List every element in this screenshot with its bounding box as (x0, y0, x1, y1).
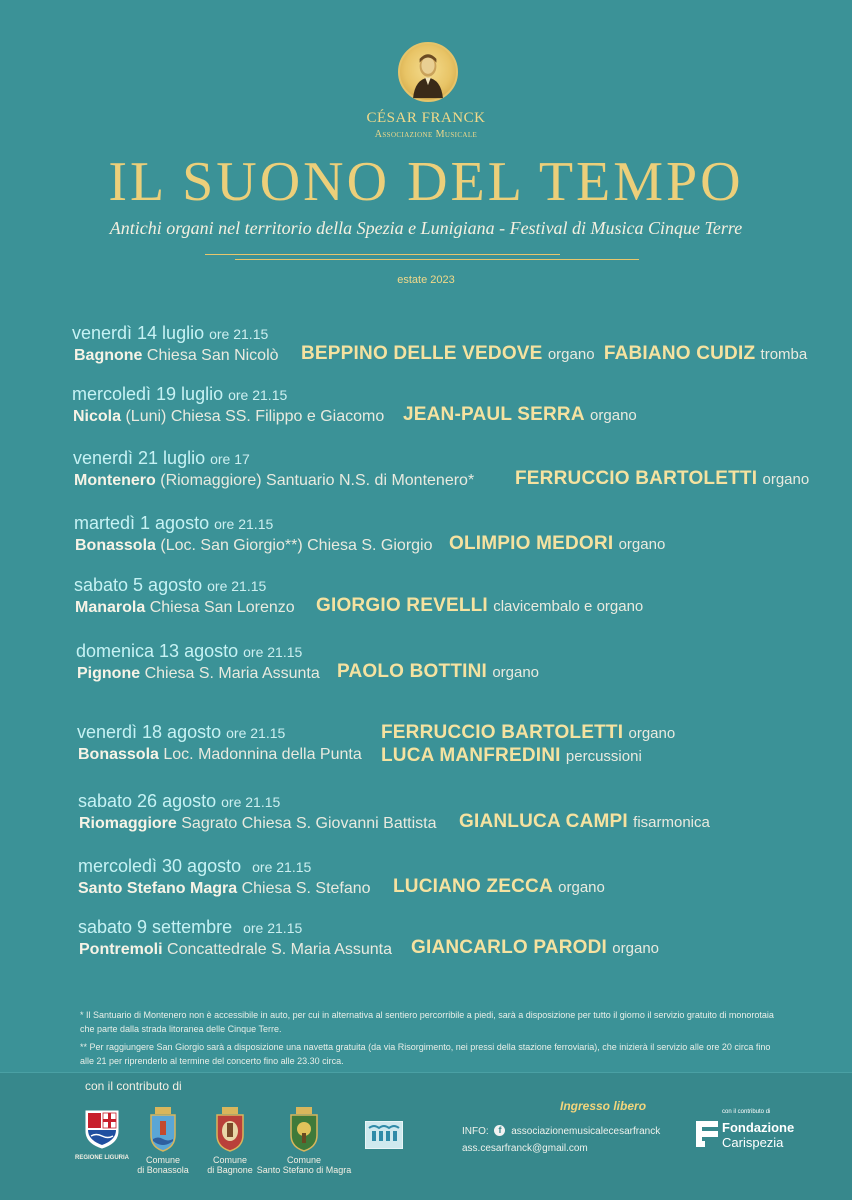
event-town: Montenero (74, 472, 156, 489)
free-entry-label: Ingresso libero (560, 1099, 647, 1113)
contribution-label: con il contributo di (85, 1079, 182, 1093)
event-date-line (77, 722, 285, 743)
brand-subtitle: Associazione Musicale (374, 129, 478, 140)
event-town: Bonassola (78, 746, 159, 763)
event-town: Santo Stefano Magra (78, 880, 238, 897)
bagnone-label-1: Comune (212, 1155, 248, 1165)
brand-name: CÉSAR FRANCK (366, 110, 486, 126)
bagnone-crest-icon (213, 1105, 247, 1153)
event-date-line (78, 856, 311, 877)
association-logo (365, 1121, 403, 1149)
event-place-line (77, 665, 320, 683)
regione-liguria-logo (72, 1109, 132, 1163)
event-artists-line (515, 468, 809, 490)
artist-name: FABIANO CUDIZ (603, 343, 756, 364)
event-time: ore 21.15 (226, 725, 286, 741)
footnotes (80, 1008, 785, 1072)
sponsor-name-1: Fondazione (722, 1120, 795, 1135)
comune-bonassola-logo (133, 1105, 193, 1175)
event-place-line (73, 408, 384, 426)
event-venue: (Loc. San Giorgio**) Chiesa S. Giorgio (160, 537, 433, 554)
artist-name: FERRUCCIO BARTOLETTI (381, 722, 624, 743)
event-town: Pontremoli (79, 941, 163, 958)
event-artists-line (316, 595, 643, 617)
artist-name: GIORGIO REVELLI (316, 595, 488, 616)
artist-instrument: organo (612, 940, 660, 957)
event-artists-line (403, 404, 637, 426)
event-time: ore 21.15 (243, 920, 303, 936)
artist-instrument: fisarmonica (633, 814, 710, 831)
event-town: Pignone (77, 665, 141, 682)
footnote-montenero: * Il Santuario di Montenero non è accessibile in auto, per cui in alternativa al sentiero percorribile a piedi, sarà a disposizione per tutto il giorno il servizio gratuito di monorotaia che parte dalla strada litoranea delle Cinque Terre. (80, 1010, 774, 1034)
divider-line (205, 254, 560, 255)
artist-instrument: percussioni (565, 748, 642, 765)
event-date: sabato 9 settembre (78, 917, 233, 937)
artist-instrument: organo (762, 471, 810, 488)
artist-name: OLIMPIO MEDORI (449, 533, 614, 554)
info-label: INFO: (462, 1126, 489, 1137)
event-place-line (75, 599, 295, 617)
event-artists-line (411, 937, 659, 959)
event-venue: Chiesa San Nicolò (146, 347, 279, 364)
liguria-label: REGIONE LIGURIA (74, 1155, 129, 1161)
artist-name: BEPPINO DELLE VEDOVE (301, 343, 543, 364)
santo-stefano-crest-icon (287, 1105, 321, 1153)
event-venue: (Riomaggiore) Santuario N.S. di Montenero* (160, 472, 475, 489)
sponsor-tag: con il contributo di (722, 1109, 771, 1115)
artist-name: LUCA MANFREDINI (381, 745, 561, 766)
comune-santo-stefano-logo (252, 1105, 356, 1175)
sponsor-name-2: Carispezia (722, 1135, 784, 1150)
event-time: ore 21.15 (209, 326, 269, 342)
event-town: Nicola (73, 408, 122, 425)
contact-info (462, 1123, 660, 1157)
event-artists-line (381, 745, 642, 767)
event-place-line (78, 880, 371, 898)
event-venue: Chiesa S. Maria Assunta (144, 665, 320, 682)
association-mark-icon (366, 1122, 402, 1148)
bonassola-crest-icon (147, 1105, 179, 1153)
divider-line (235, 259, 639, 260)
event-date: venerdì 18 agosto (77, 722, 222, 742)
event-venue: Loc. Madonnina della Punta (163, 746, 362, 763)
festival-title: IL SUONO DEL TEMPO (108, 151, 744, 213)
event-date-line (74, 513, 273, 534)
bonassola-label-1: Comune (145, 1155, 181, 1165)
event-time: ore 21.15 (221, 794, 281, 810)
event-time: ore 21.15 (228, 387, 288, 403)
event-date: domenica 13 agosto (76, 641, 239, 661)
event-place-line (78, 746, 362, 764)
event-place-line (75, 537, 433, 555)
artist-name: JEAN-PAUL SERRA (403, 404, 585, 425)
event-time: ore 21.15 (207, 578, 267, 594)
event-place-line (79, 815, 437, 833)
contact-email[interactable]: ass.cesarfranck@gmail.com (462, 1143, 588, 1154)
event-artists-line (381, 722, 675, 744)
event-town: Riomaggiore (79, 815, 177, 832)
event-date-line (74, 575, 266, 596)
facebook-handle[interactable]: associazionemusicalecesarfranck (511, 1126, 661, 1137)
artist-name: GIANLUCA CAMPI (459, 811, 628, 832)
artist-instrument: organo (628, 725, 676, 742)
artist-name: GIANCARLO PARODI (411, 937, 608, 958)
event-date-line (73, 448, 250, 469)
event-artists-line (393, 876, 605, 898)
artist-name: FERRUCCIO BARTOLETTI (515, 468, 758, 489)
event-time: ore 21.15 (214, 516, 274, 532)
event-venue: Chiesa San Lorenzo (149, 599, 295, 616)
festival-subtitle: Antichi organi nel territorio della Spezia e Lunigiana - Festival di Musica Cinque Terre (109, 218, 743, 238)
event-date: mercoledì 30 agosto (78, 856, 242, 876)
footer-band (0, 1072, 852, 1200)
event-place-line (74, 347, 279, 365)
bonassola-label-2: di Bonassola (137, 1165, 189, 1175)
artist-instrument: organo (590, 407, 637, 424)
artist-instrument: organo (547, 346, 595, 363)
event-date-line (72, 323, 268, 344)
event-venue: Sagrato Chiesa S. Giovanni Battista (181, 815, 437, 832)
event-date: sabato 5 agosto (74, 575, 203, 595)
artist-instrument: clavicembalo e organo (493, 598, 644, 615)
event-date-line (78, 917, 302, 938)
artist-name: PAOLO BOTTINI (337, 661, 488, 682)
event-date-line (72, 384, 287, 405)
artist-instrument: organo (492, 664, 540, 681)
season-label: estate 2023 (397, 274, 455, 286)
event-artists-line (459, 811, 710, 833)
event-venue: Concattedrale S. Maria Assunta (167, 941, 393, 958)
event-date-line (78, 791, 280, 812)
bagnone-label-2: di Bagnone (207, 1165, 253, 1175)
cesar-franck-portrait-medallion (398, 42, 458, 102)
artist-name: LUCIANO ZECCA (393, 876, 553, 897)
event-time: ore 21.15 (243, 644, 303, 660)
event-date-line (76, 641, 302, 662)
event-place-line (74, 472, 474, 490)
event-date: sabato 26 agosto (78, 791, 217, 811)
event-date: mercoledì 19 luglio (72, 384, 224, 404)
santo-stefano-label-2: Santo Stefano di Magra (256, 1165, 352, 1175)
artist-instrument: tromba (760, 346, 808, 363)
event-town: Bonassola (75, 537, 156, 554)
fondazione-mark-icon (696, 1121, 718, 1147)
event-town: Manarola (75, 599, 146, 616)
event-time: ore 17 (210, 451, 250, 467)
artist-instrument: organo (558, 879, 605, 896)
event-time: ore 21.15 (252, 859, 312, 875)
liguria-shield-icon (84, 1109, 120, 1149)
event-town: Bagnone (74, 347, 143, 364)
event-date: venerdì 21 luglio (73, 448, 206, 468)
santo-stefano-label-1: Comune (286, 1155, 322, 1165)
event-artists-line (301, 343, 807, 365)
comune-bagnone-logo (200, 1105, 260, 1175)
portrait-icon (400, 44, 456, 100)
footnote-san-giorgio: ** Per raggiungere San Giorgio sarà a disposizione una navetta gratuita (da via Risorgimento, nei pressi della stazione ferroviaria), che inizierà il servizio alle ore 20 circa fino alle 21 per riprenderlo al termine del concerto fino alle 23.30 circa. (80, 1042, 771, 1066)
event-date: venerdì 14 luglio (72, 323, 205, 343)
event-venue: Chiesa S. Stefano (241, 880, 371, 897)
facebook-icon: f (494, 1125, 505, 1136)
event-artists-line (337, 661, 539, 683)
event-date: martedì 1 agosto (74, 513, 210, 533)
event-artists-line (449, 533, 665, 555)
event-venue: (Luni) Chiesa SS. Filippo e Giacomo (125, 408, 385, 425)
event-place-line (79, 941, 392, 959)
artist-instrument: organo (618, 536, 666, 553)
